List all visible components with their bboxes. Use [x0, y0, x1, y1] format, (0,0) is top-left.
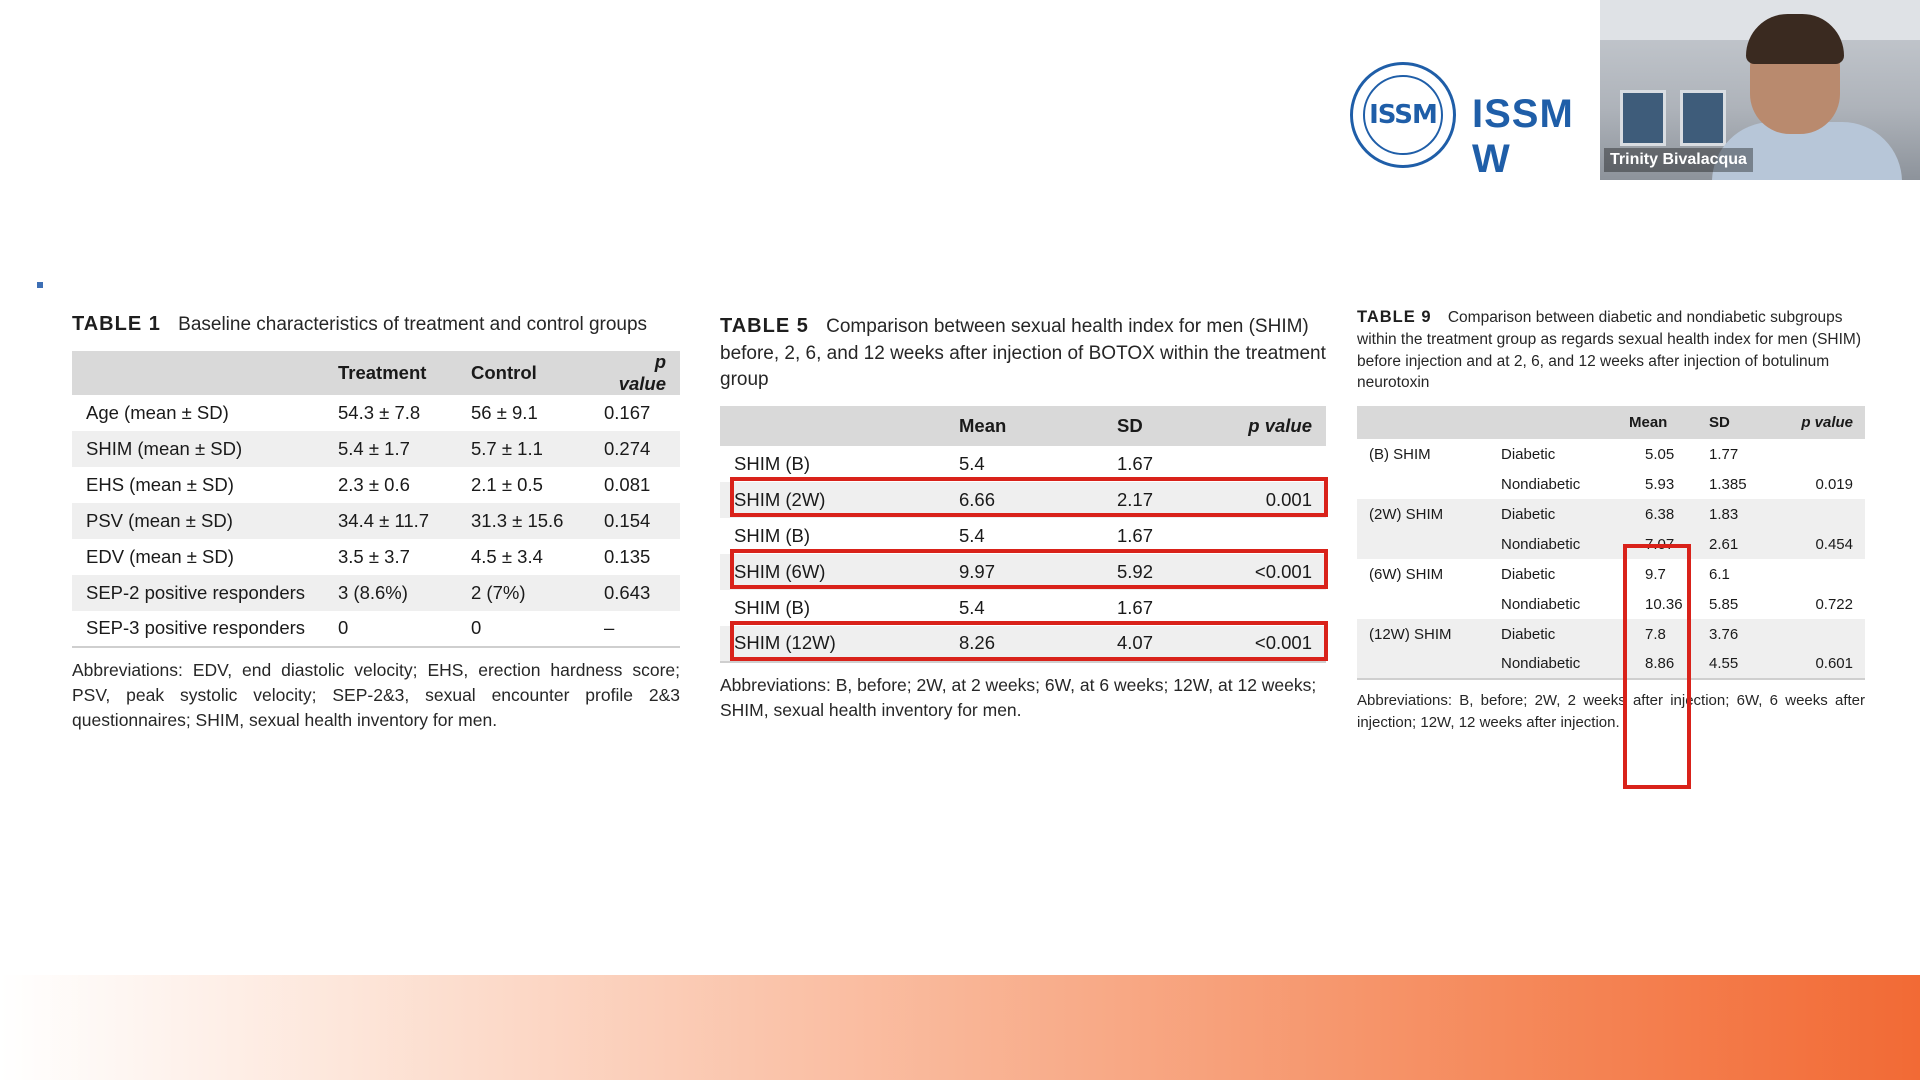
table-cell: 6.38 [1645, 505, 1675, 523]
table9-header-group [1357, 406, 1501, 439]
table-cell: 2.1 ± 0.5 [471, 473, 543, 495]
table-cell: 0.601 [1815, 655, 1853, 673]
table-cell: 5.4 [959, 596, 985, 618]
table-cell [1784, 499, 1865, 529]
video-background-window [1680, 90, 1726, 146]
table-row [1357, 559, 1865, 589]
table9-wrapper [1357, 406, 1865, 680]
table9-header-mean: Mean [1629, 406, 1709, 439]
table-cell: 5.85 [1709, 595, 1739, 613]
table-cell: Diabetic [1501, 625, 1556, 643]
presenter-video-tile[interactable] [1600, 0, 1920, 180]
table9-header-pvalue: p value [1784, 406, 1865, 439]
issm-seal-icon [1350, 62, 1456, 168]
table9-abbreviations: Abbreviations: B, before; 2W, 2 weeks after injection; 6W, 6 weeks after injection; 12W, 12 weeks after injection. [1357, 692, 1865, 731]
table-cell [1784, 439, 1865, 469]
table-row [1357, 499, 1865, 529]
table-row [72, 611, 680, 647]
table-cell: EHS (mean ± SD) [86, 473, 234, 495]
table-cell: SEP-2 positive responders [86, 581, 306, 603]
table-cell: PSV (mean ± SD) [86, 509, 233, 531]
table-cell: Diabetic [1501, 565, 1556, 583]
table-cell: 0 [338, 617, 349, 639]
table-cell: (12W) SHIM [1369, 625, 1452, 643]
table9-label: TABLE 9 [1357, 308, 1432, 326]
table-cell: 0.081 [604, 473, 651, 495]
table-cell: 31.3 ± 15.6 [471, 509, 564, 531]
table1-caption: Baseline characteristics of treatment and control groups [178, 314, 648, 335]
table-cell: 0.019 [1815, 475, 1853, 493]
table-cell: 10.36 [1645, 595, 1683, 613]
table5-header-label [720, 406, 959, 446]
issm-logo-title: ISSM W [1472, 92, 1574, 181]
table-cell: <0.001 [1254, 560, 1312, 582]
table-cell: 6.66 [959, 488, 996, 510]
table-cell: Nondiabetic [1501, 655, 1581, 673]
table-cell [1357, 589, 1501, 619]
table-cell: 1.67 [1117, 524, 1154, 546]
slide-footer-gradient [0, 975, 1920, 1080]
table-cell: 3.5 ± 3.7 [338, 545, 410, 567]
table-row [72, 431, 680, 467]
issm-logo [1350, 62, 1600, 181]
table-cell: SHIM (B) [734, 524, 811, 546]
table9-caption-line [1357, 306, 1865, 394]
table-cell: Diabetic [1501, 445, 1556, 463]
table1-label: TABLE 1 [72, 313, 161, 335]
table-cell: SHIM (6W) [734, 560, 826, 582]
table-cell: 7.8 [1645, 625, 1666, 643]
table-cell [1232, 446, 1326, 482]
table-cell: 0 [471, 617, 482, 639]
table-cell: Nondiabetic [1501, 535, 1581, 553]
table-cell: SHIM (12W) [734, 632, 836, 654]
table-cell [1784, 559, 1865, 589]
table-cell: (B) SHIM [1369, 445, 1431, 463]
table-row [1357, 439, 1865, 469]
table-cell: 1.385 [1709, 475, 1747, 493]
table-cell: 5.4 ± 1.7 [338, 437, 410, 459]
table-cell: 8.86 [1645, 655, 1675, 673]
table9-block [1357, 306, 1865, 734]
table-cell: 5.4 [959, 452, 985, 474]
table-cell [1232, 590, 1326, 626]
table-cell: 1.83 [1709, 505, 1739, 523]
table-cell: 2 (7%) [471, 581, 526, 603]
table-cell: SEP-3 positive responders [86, 617, 306, 639]
table-cell: 2.61 [1709, 535, 1739, 553]
table-row [720, 518, 1326, 554]
table-cell: SHIM (B) [734, 596, 811, 618]
table-cell: 0.722 [1815, 595, 1853, 613]
table-cell: 34.4 ± 11.7 [338, 509, 430, 531]
table-cell: 9.7 [1645, 565, 1666, 583]
table-cell: 0.643 [604, 581, 651, 603]
table-row [1357, 469, 1865, 499]
table-row [1357, 619, 1865, 649]
table-cell: 4.55 [1709, 655, 1739, 673]
table-row [720, 446, 1326, 482]
table-cell [1784, 619, 1865, 649]
table5-header-pvalue: p value [1232, 406, 1326, 446]
table-row [72, 395, 680, 431]
table-cell: Diabetic [1501, 505, 1556, 523]
table-cell: (6W) SHIM [1369, 565, 1444, 583]
table5-wrapper [720, 406, 1326, 663]
table-cell: 1.77 [1709, 445, 1739, 463]
table-cell [1357, 469, 1501, 499]
table1-header-treatment: Treatment [338, 351, 471, 395]
table-cell [1357, 529, 1501, 559]
table-cell: 56 ± 9.1 [471, 401, 538, 423]
table-row [1357, 589, 1865, 619]
table-cell: Age (mean ± SD) [86, 401, 229, 423]
table-cell: 5.4 [959, 524, 985, 546]
table-cell: 54.3 ± 7.8 [338, 401, 421, 423]
table-cell: 5.7 ± 1.1 [471, 437, 543, 459]
table-cell: – [604, 617, 615, 639]
table-row [72, 539, 680, 575]
table5-abbreviations: Abbreviations: B, before; 2W, at 2 weeks; 6W, at 6 weeks; 12W, at 12 weeks; SHIM, sexual health inventory for men. [720, 674, 1317, 721]
table-cell: 0.274 [604, 437, 651, 459]
table-cell [1357, 649, 1501, 679]
table5-caption-line [720, 312, 1326, 394]
table-cell: 0.135 [604, 545, 651, 567]
table-cell: (2W) SHIM [1369, 505, 1444, 523]
table1-block [72, 310, 680, 734]
table-cell: 4.5 ± 3.4 [471, 545, 543, 567]
table9-caption: Comparison between diabetic and nondiabetic subgroups within the treatment group as regards sexual health index for men (SHIM) before injection and at 2, 6, and 12 weeks after injection of botulinum neurotoxin [1357, 309, 1861, 392]
table1-caption-line [72, 310, 680, 339]
table-cell: 3.76 [1709, 625, 1739, 643]
table-row [72, 503, 680, 539]
table-row [1357, 649, 1865, 679]
slide-bullet-marker [37, 282, 43, 288]
table1-header-control: Control [471, 351, 604, 395]
table5-block [720, 312, 1326, 724]
table-row [720, 482, 1326, 518]
table-cell: Nondiabetic [1501, 475, 1581, 493]
table-cell: Nondiabetic [1501, 595, 1581, 613]
table-cell: 2.3 ± 0.6 [338, 473, 410, 495]
video-background-window [1620, 90, 1666, 146]
table1-header-label [72, 351, 338, 395]
table-cell: SHIM (mean ± SD) [86, 437, 243, 459]
table-cell: EDV (mean ± SD) [86, 545, 234, 567]
table5-label: TABLE 5 [720, 315, 809, 337]
table-cell: 5.05 [1645, 445, 1675, 463]
table-row [72, 575, 680, 611]
table-cell: 4.07 [1117, 632, 1154, 654]
table-cell [1232, 518, 1326, 554]
table-cell: 1.67 [1117, 596, 1154, 618]
table-cell: 0.454 [1815, 535, 1853, 553]
table1-abbreviations: Abbreviations: EDV, end diastolic velocity; EHS, erection hardness score; PSV, peak systolic velocity; SEP-2&3, sexual encounter profile 2&3 questionnaires; SHIM, sexual health inventory for men. [72, 659, 680, 731]
table1-header-pvalue: p value [604, 351, 680, 395]
table-row [720, 626, 1326, 662]
issm-seal-text: ISSM [1363, 75, 1443, 155]
table5-caption: Comparison between sexual health index for men (SHIM) before, 2, 6, and 12 weeks after injection of BOTOX within the treatment group [720, 316, 1326, 391]
table-row [720, 554, 1326, 590]
table-cell: SHIM (B) [734, 452, 811, 474]
table-cell: 6.1 [1709, 565, 1730, 583]
table9-header-subgroup [1501, 406, 1629, 439]
table-cell: 9.97 [959, 560, 996, 582]
table5-header-sd: SD [1117, 406, 1232, 446]
table-cell: 5.93 [1645, 475, 1675, 493]
table-cell: 3 (8.6%) [338, 581, 408, 603]
table-cell: 0.001 [1265, 488, 1312, 510]
table-cell: 2.17 [1117, 488, 1154, 510]
table-cell: 8.26 [959, 632, 996, 654]
table5-header-mean: Mean [959, 406, 1117, 446]
table-row [1357, 529, 1865, 559]
table-row [720, 590, 1326, 626]
table-cell: 5.92 [1117, 560, 1154, 582]
table-cell: 7.07 [1645, 535, 1675, 553]
table-row [72, 467, 680, 503]
table-cell: 0.154 [604, 509, 651, 531]
presenter-name-label: Trinity Bivalacqua [1604, 148, 1753, 172]
table1 [72, 351, 680, 648]
table5 [720, 406, 1326, 663]
table-cell: 1.67 [1117, 452, 1154, 474]
table-cell: <0.001 [1254, 632, 1312, 654]
table9 [1357, 406, 1865, 680]
table9-header-sd: SD [1709, 406, 1784, 439]
table-cell: 0.167 [604, 401, 651, 423]
table-cell: SHIM (2W) [734, 488, 826, 510]
